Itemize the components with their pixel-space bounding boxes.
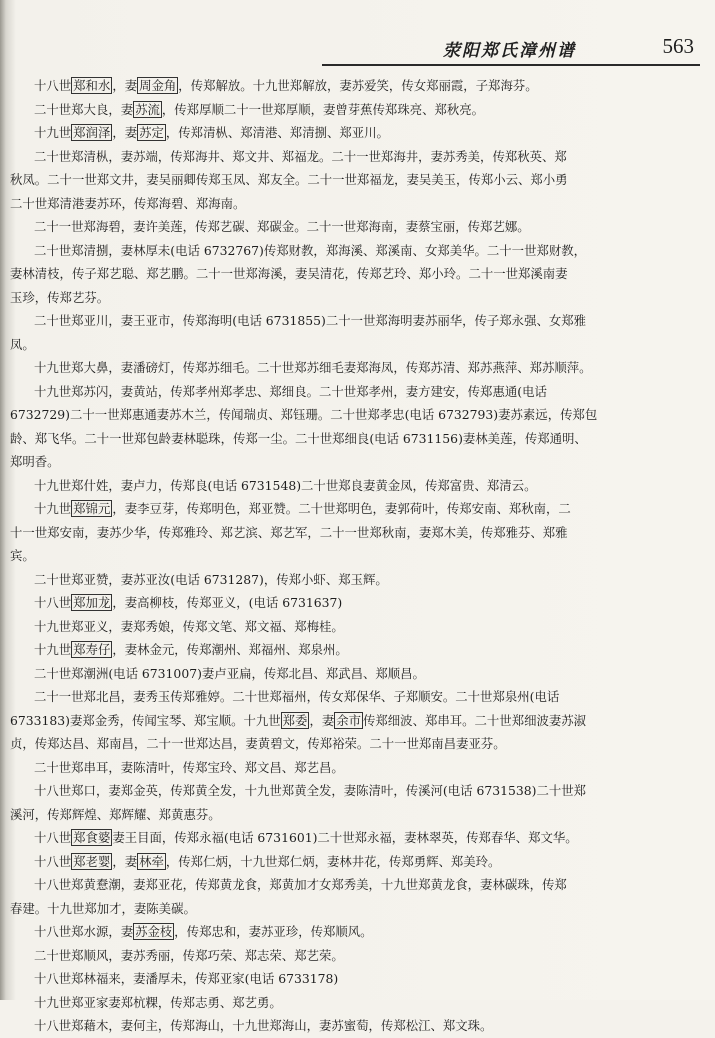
text-segment: 二十世郑亚川，妻王亚市，传郑海明(电话 6731855)二十一世郑海明妻苏丽华，传子郑永强、女郑雅 — [34, 313, 587, 328]
text-segment: 玉珍，传郑艺芬。 — [10, 289, 110, 305]
text-line — [10, 568, 705, 592]
text-segment: ，传郑厚顺二十一世郑厚顺，妻曾芽蕉传郑珠亮、郑秋亮。 — [161, 101, 485, 117]
text-segment: ，妻林金元，传郑潮州、郑福州、郑泉州。 — [112, 642, 348, 657]
text-line — [10, 850, 705, 874]
boxed-name: 郑委 — [282, 712, 308, 728]
text-segment: 龄、郑飞华。二十一世郑包龄妻林聪珠，传郑一尘。二十世郑细良(电话 6731156)妻林美莲，传郑通明、 — [10, 430, 587, 446]
text-segment: 二十一世郑北昌，妻秀玉传郑雅婷。二十世郑福州，传女郑保华、子郑顺安。二十世郑泉州(电话 — [34, 689, 560, 704]
boxed-name: 苏金枝 — [135, 924, 173, 939]
text-segment: 二十一世郑海碧，妻许美莲，传郑艺碳、郑碳金。二十一世郑海南，妻蔡宝丽，传郑艺娜。 — [34, 219, 530, 234]
text-segment: 二十世郑亚赞，妻苏亚汝(电话 6731287)，传郑小虾、郑玉辉。 — [34, 571, 388, 587]
text-line — [10, 732, 705, 756]
text-segment: 十八世郑藉木，妻何主，传郑海山，十九世郑海山，妻苏蜜萄，传郑松江、郑文珠。 — [34, 1018, 493, 1033]
text-line — [10, 591, 705, 615]
boxed-name: 郑加龙 — [73, 595, 111, 610]
text-segment: ，妻高柳枝，传郑亚义，(电话 6731637) — [112, 595, 343, 610]
boxed-name: 林牵 — [139, 853, 164, 869]
text-line — [10, 98, 705, 122]
text-line — [10, 474, 705, 498]
text-segment: 十八世郑口，妻郑金英，传郑黄全发，十九世郑黄全发，妻陈清叶，传溪河(电话 6731538)二十世郑 — [34, 783, 587, 798]
text-segment: 妻林清枝，传子郑艺聪、郑艺鹏。二十一世郑海溪，妻吴清花，传郑艺玲、郑小玲。二十一世郑溪南妻 — [10, 266, 568, 281]
text-segment: 6732729)二十一世郑惠通妻苏木兰，传闻瑞贞、郑钰珊。二十世郑孝忠(电话 6732793)妻苏素远，传郑包 — [10, 407, 598, 422]
text-segment: 二十世郑串耳，妻陈清叶，传郑宝玲、郑文昌、郑艺昌。 — [34, 759, 344, 775]
text-segment: 十一世郑安南，妻苏少华，传郑雅玲、郑艺滨、郑艺军，二十一世郑秋南，妻郑木美，传郑雅芬、郑雅 — [10, 524, 568, 540]
boxed-name: 周金角 — [139, 78, 177, 93]
text-line — [10, 356, 705, 380]
text-segment: 十九世郑亚家妻郑杭粿，传郑志勇、郑艺勇。 — [34, 994, 282, 1010]
text-segment: 妻王目面，传郑永福(电话 6731601)二十世郑永福，妻林翠英，传郑春华、郑文华。 — [112, 830, 578, 845]
text-segment: 溪河，传郑辉煌、郑辉耀、郑黄惠芬。 — [10, 806, 221, 822]
text-segment: ，传郑仁炳，十九世郑仁炳，妻林井花，传郑勇辉、郑美玲。 — [165, 853, 501, 869]
text-line — [10, 450, 705, 474]
text-segment: 二十世郑清港妻苏环，传郑海碧、郑海南。 — [10, 195, 246, 211]
text-segment: 凤。 — [10, 336, 35, 352]
boxed-name: 郑和水 — [73, 78, 111, 93]
text-segment: 郑明香。 — [10, 454, 60, 469]
text-line — [10, 286, 705, 310]
text-segment: ，传郑解放。十九世郑解放，妻苏爱笑，传女郑丽霞，子郑海芬。 — [178, 78, 538, 93]
text-line — [10, 145, 705, 169]
text-line — [10, 239, 705, 263]
text-line — [10, 403, 705, 427]
text-segment: ，传郑清枞、郑清港、郑清捌、郑亚川。 — [165, 125, 389, 140]
genealogy-text — [10, 74, 705, 1038]
book-title: 荥阳郑氏漳州谱 — [443, 41, 576, 61]
text-segment: 十九世 — [34, 501, 72, 516]
boxed-name: 郑寿仔 — [73, 642, 111, 657]
text-line — [10, 967, 705, 991]
text-line — [10, 920, 705, 944]
text-segment: 十八世郑黄憃潮，妻郑亚花，传郑黄龙食，郑黄加才女郑秀美，十九世郑黄龙食，妻林碳珠，传郑 — [34, 877, 567, 892]
text-segment: 传郑细波、郑串耳。二十世郑细波妻苏淑 — [363, 712, 587, 728]
text-segment: 十八世郑水源，妻 — [34, 924, 134, 939]
text-segment: 二十世郑清枞，妻苏端，传郑海井、郑文井、郑福龙。二十一世郑海井，妻苏秀美，传郑秋英、郑 — [34, 148, 567, 164]
text-line — [10, 262, 705, 286]
boxed-name: 郑老婴 — [73, 853, 111, 869]
boxed-name: 苏定 — [139, 125, 164, 140]
text-line — [10, 803, 705, 827]
text-line — [10, 826, 705, 850]
text-line — [10, 309, 705, 333]
text-line — [10, 521, 705, 545]
text-segment: 十九世郑什姓，妻卢力，传郑良(电话 6731548)二十世郑良妻黄金凤，传郑富贵、郑清云。 — [34, 477, 537, 493]
text-line — [10, 333, 705, 357]
text-line — [10, 1014, 705, 1038]
text-line — [10, 897, 705, 921]
text-line — [10, 74, 705, 98]
text-segment: 十九世 — [34, 642, 72, 657]
text-segment: 十九世郑亚义，妻郑秀娘，传郑文笔、郑文福、郑梅桂。 — [34, 618, 344, 634]
text-line — [10, 615, 705, 639]
text-segment: 二十世郑潮洲(电话 6731007)妻卢亚扁，传郑北昌、郑武昌、郑顺昌。 — [34, 665, 425, 681]
text-line — [10, 192, 705, 216]
text-segment: 二十世郑大良，妻 — [34, 101, 134, 117]
boxed-name: 余市 — [336, 712, 362, 728]
text-segment: 秋凤。二十一世郑文井，妻吴丽卿传郑玉凤、郑友全。二十一世郑福龙，妻吴美玉，传郑小云、郑小勇 — [10, 172, 568, 187]
text-segment: ，传郑忠和，妻苏亚珍，传郑顺风。 — [174, 924, 373, 939]
text-line — [10, 873, 705, 897]
boxed-name: 郑食婆 — [73, 830, 111, 845]
text-segment: 十八世郑林福来，妻潘厚未，传郑亚家(电话 6733178) — [34, 971, 339, 986]
text-segment: 贞，传郑达昌、郑南昌，二十一世郑达昌，妻黄碧文，传郑裕荣。二十一世郑南昌妻亚芬。 — [10, 736, 506, 751]
text-segment: ，妻 — [112, 78, 138, 93]
text-line — [10, 991, 705, 1015]
text-segment: ，妻 — [112, 853, 138, 869]
text-segment: 十八世 — [34, 595, 72, 610]
text-line — [10, 662, 705, 686]
text-segment: ，妻李豆芽，传郑明色，郑亚赞。二十世郑明色，妻郭荷叶，传郑安南、郑秋南，二 — [112, 501, 571, 516]
text-line — [10, 168, 705, 192]
text-segment: ，妻 — [309, 712, 335, 728]
text-line — [10, 756, 705, 780]
text-segment: 宾。 — [10, 548, 35, 563]
text-line — [10, 685, 705, 709]
text-segment: 6733183)妻郑金秀，传闻宝琴、郑宝顺。十九世 — [10, 712, 281, 728]
text-segment: 二十世郑清捌，妻林厚未(电话 6732767)传郑财教，郑海溪、郑溪南、女郑美华。二十一世郑财教， — [34, 242, 587, 258]
boxed-name: 苏流 — [135, 101, 160, 117]
header-rule — [322, 64, 700, 66]
boxed-name: 郑锦元 — [73, 501, 111, 516]
text-line — [10, 638, 705, 662]
text-line — [10, 427, 705, 451]
text-line — [10, 779, 705, 803]
text-line — [10, 497, 705, 521]
text-segment: 十八世 — [34, 78, 72, 93]
text-segment: 十八世 — [34, 853, 72, 869]
text-line — [10, 544, 705, 568]
text-segment: 十九世郑苏闪，妻黄站，传郑孝州郑孝忠、郑细良。二十世郑孝州，妻方建安，传郑惠通(电话 — [34, 383, 547, 399]
page-header — [300, 30, 700, 66]
text-segment: 十八世 — [34, 830, 72, 845]
text-line — [10, 380, 705, 404]
text-segment: ，妻 — [112, 125, 138, 140]
boxed-name: 郑润泽 — [73, 125, 111, 140]
text-segment: 十九世 — [34, 125, 72, 140]
text-line — [10, 215, 705, 239]
text-line — [10, 944, 705, 968]
text-segment: 十九世郑大鼻，妻潘磅灯，传郑苏细毛。二十世郑苏细毛妻郑海凤，传郑苏清、郑苏燕萍、郑苏顺萍。 — [34, 360, 592, 375]
text-segment: 二十世郑顺风，妻苏秀丽，传郑巧荣、郑志荣、郑艺荣。 — [34, 947, 344, 963]
page-number: 563 — [662, 34, 694, 58]
text-line — [10, 121, 705, 145]
text-segment: 春建。十九世郑加才，妻陈美碳。 — [10, 900, 196, 916]
text-line — [10, 709, 705, 733]
